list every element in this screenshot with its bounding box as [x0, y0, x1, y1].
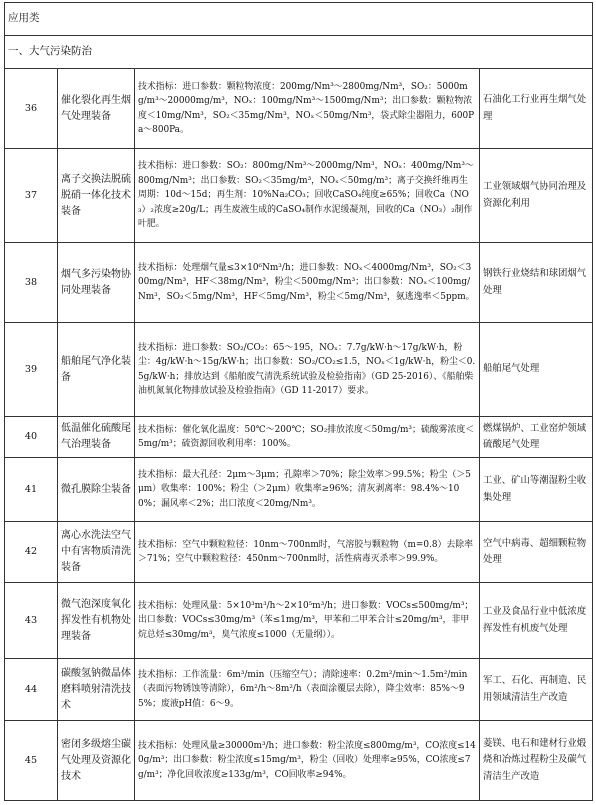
application-field: 燃煤锅炉、工业窑炉领域硫酸尾气处理 [480, 417, 593, 458]
row-number: 44 [5, 659, 58, 721]
technical-indicators: 技术指标：工作流量：6m³/min（压缩空气）；清除速率：0.2m²/min～1.5m²/min（表面污物锈蚀等清除），6m²/h～8m²/h（表面涂覆层去除），降尘效率：85%～95%；废液pH值：6～9。 [135, 659, 480, 721]
table-row [5, 522, 593, 583]
application-field: 菱镁、电石和建材行业煅烧和冶炼过程粉尘及碳气清洁生产改造 [480, 721, 593, 801]
equipment-name: 催化裂化再生烟气处理装备 [58, 69, 135, 149]
application-field: 工业及食品行业中低浓度挥发性有机废气处理 [480, 583, 593, 659]
technical-indicators: 技术指标：催化氧化温度：50℃～200℃；SO₂排放浓度＜50mg/m³；硫酸雾浓度＜5mg/m³；硫资源回收利用率：100%。 [135, 417, 480, 458]
table-row [5, 659, 593, 721]
section-title-row [5, 36, 593, 69]
equipment-name: 低温催化硫酸尾气治理装备 [58, 417, 135, 458]
row-number: 42 [5, 522, 58, 583]
table-row [5, 243, 593, 323]
equipment-name: 微气泡深度氧化挥发性有机物处理装备 [58, 583, 135, 659]
table-row [5, 69, 593, 149]
application-field: 工业领域烟气协同治理及资源化利用 [480, 149, 593, 243]
row-number: 37 [5, 149, 58, 243]
equipment-name: 烟气多污染物协同处理装备 [58, 243, 135, 323]
technical-indicators: 技术指标：空气中颗粒粒径：10nm～700nm时，气溶胶与颗粒物（m=0.8）去除率＞71%；空气中颗粒粒径：450nm～700nm时，活性病毒灭杀率＞99.9%。 [135, 522, 480, 583]
row-number: 40 [5, 417, 58, 458]
technical-indicators: 技术指标：处理烟气量≤3×10⁶Nm³/h；进口参数：NOₓ＜4000mg/Nm³，SO₂＜300mg/Nm³，HF＜38mg/Nm³，粉尘＜500mg/Nm³；出口参数：NOₓ＜100mg/Nm³，SO₂＜5mg/Nm³，HF＜5mg/Nm³，粉尘＜5mg/Nm³，氨逃逸率＜5ppm。 [135, 243, 480, 323]
row-number: 43 [5, 583, 58, 659]
row-number: 39 [5, 323, 58, 417]
row-number: 41 [5, 458, 58, 522]
equipment-name: 离心水洗法空气中有害物质清洗装备 [58, 522, 135, 583]
row-number: 45 [5, 721, 58, 801]
equipment-name: 碳酸氢钠微晶体磨料喷射清洗技术 [58, 659, 135, 721]
equipment-name: 密闭多级熔尘碳气处理及资源化技术 [58, 721, 135, 801]
category-header-row [5, 3, 593, 36]
application-field: 船舶尾气处理 [480, 323, 593, 417]
application-field: 工业、矿山等潮湿粉尘收集处理 [480, 458, 593, 522]
table-row [5, 417, 593, 458]
row-number: 38 [5, 243, 58, 323]
row-number: 36 [5, 69, 58, 149]
table-row [5, 149, 593, 243]
equipment-table [4, 2, 593, 801]
application-field: 石油化工行业再生烟气处理 [480, 69, 593, 149]
technical-indicators: 技术指标：进口参数：SO₂：800mg/Nm³～2000mg/Nm³，NOₓ：400mg/Nm³～800mg/Nm³；出口参数：SO₂＜35mg/m³，NOₓ＜50mg/m³；离子交换纤维再生周期：10d～15d；再生剂：10%Na₂CO₃；回收CaSO₄纯度≥65%；回收Ca（NO₃）₂浓度≥20g/L；再生废液生成的CaSO₄制作水泥缓凝剂，回收的Ca（NO₃）₂制作叶肥。 [135, 149, 480, 243]
table-row [5, 721, 593, 801]
technical-indicators: 技术指标：进口参数：SO₂/CO₂：65～195，NOₓ：7.7g/kW·h～17g/kW·h，粉尘：4g/kW·h～15g/kW·h；出口参数：SO₂/CO₂≤1.5，NOₓ＜1g/kW·h，粉尘＜0.5g/kW·h；排放达到《船舶废气清洗系统试验及检验指南》（GD 25-2016）、《船舶柴油机氮氧化物排放试验及检验指南》（GD 11-2017）要求。 [135, 323, 480, 417]
equipment-name: 船舶尾气净化装备 [58, 323, 135, 417]
technical-indicators: 技术指标：最大孔径：2μm～3μm；孔隙率＞70%；除尘效率＞99.5%；粉尘（＞5μm）收集率：100%；粉尘（＞2μm）收集率≥96%；清灰剥离率：98.4%～100%；漏风率＜2%；出口浓度＜20mg/Nm³。 [135, 458, 480, 522]
application-field: 钢铁行业烧结和球团烟气处理 [480, 243, 593, 323]
application-field: 空气中病毒、超细颗粒物处理 [480, 522, 593, 583]
technical-indicators: 技术指标：处理风量≥30000m³/h；进口参数：粉尘浓度≤800mg/m³，CO浓度≤140g/m³；出口参数：粉尘浓度≤15mg/m³，粉尘（回收）处理率≥95%，CO浓度≤7g/m³；净化回收浓度≥133g/m³，CO回收率≥94%。 [135, 721, 480, 801]
category-header: 应用类 [5, 3, 593, 36]
equipment-name: 微孔膜除尘装备 [58, 458, 135, 522]
technical-indicators: 技术指标：进口参数：颗粒物浓度：200mg/Nm³～2800mg/Nm³，SO₂：5000mg/m³～20000mg/m³，NOₓ：100mg/Nm³～1500mg/Nm³；出口参数：颗粒物浓度＜10mg/Nm³，SO₂＜35mg/Nm³，NOₓ＜50mg/Nm³，袋式除尘器阻力，600Pa～800Pa。 [135, 69, 480, 149]
application-field: 军工、石化、再制造、民用领域清洁生产改造 [480, 659, 593, 721]
section-title: 一、大气污染防治 [5, 36, 593, 69]
technical-indicators: 技术指标：处理风量：5×10³m³/h～2×10⁵m³/h；进口参数：VOCs≤500mg/m³；出口参数：VOCs≤30mg/m³（苯≤1mg/m³，甲苯和二甲苯合计≤20mg/m³，非甲烷总烃≤30mg/m³，臭气浓度≤1000（无量纲））。 [135, 583, 480, 659]
equipment-name: 离子交换法脱硫脱硝一体化技术装备 [58, 149, 135, 243]
table-row [5, 458, 593, 522]
table-row [5, 323, 593, 417]
table-row [5, 583, 593, 659]
